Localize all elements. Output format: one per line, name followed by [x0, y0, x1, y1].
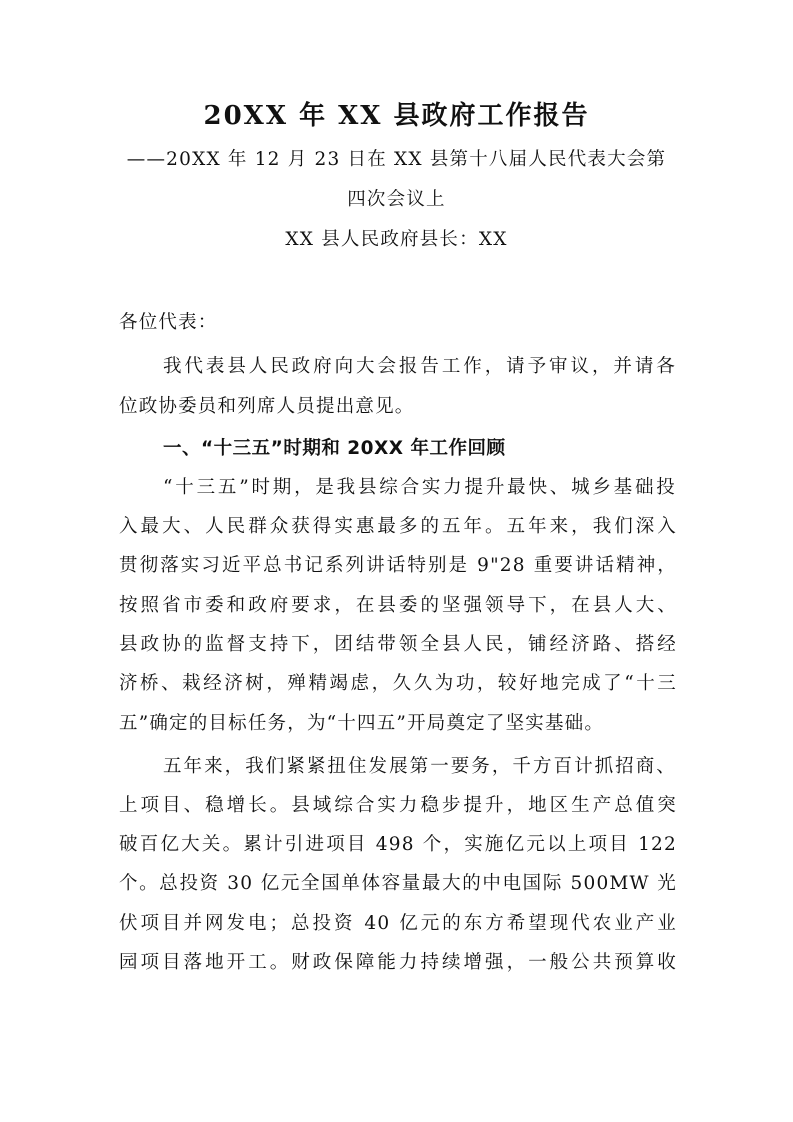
paragraph-line: 按照省市委和政府要求，在县委的坚强领导下，在县人大、 — [119, 595, 677, 616]
paragraph-line: 济桥、栽经济树，殚精竭虑，久久为功，较好地完成了“十三 — [119, 673, 677, 694]
paragraph-line: 破百亿大关。累计引进项目 498 个，实施亿元以上项目 122 — [119, 834, 677, 855]
paragraph-line: 伏项目并网发电；总投资 40 亿元的东方希望现代农业产业 — [119, 913, 677, 934]
paragraph-line: 个。总投资 30 亿元全国单体容量最大的中电国际 500MW 光 — [119, 873, 677, 894]
paragraph-line: 上项目、稳增长。县域综合实力稳步提升，地区生产总值突 — [119, 795, 677, 816]
section-heading: 一、“十三五”时期和 20XX 年工作回顾 — [163, 438, 506, 459]
intro-line: 位政协委员和列席人员提出意见。 — [119, 396, 415, 417]
subtitle-line-2: 四次会议上 — [347, 189, 446, 210]
paragraph-line: 五”确定的目标任务，为“十四五”开局奠定了坚实基础。 — [119, 713, 605, 734]
paragraph-line: 园项目落地开工。财政保障能力持续增强，一般公共预算收 — [119, 952, 677, 973]
paragraph-line: 五年来，我们紧紧扭住发展第一要务，千方百计抓招商、 — [163, 756, 676, 777]
intro-line: 我代表县人民政府向大会报告工作，请予审议，并请各 — [163, 356, 676, 377]
paragraph-line: “十三五”时期，是我县综合实力提升最快、城乡基础投 — [163, 477, 676, 498]
author-line: XX 县人民政府县长：XX — [285, 229, 508, 250]
paragraph-line: 贯彻落实习近平总书记系列讲话特别是 9"28 重要讲话精神， — [119, 555, 677, 576]
paragraph-line: 县政协的监督支持下，团结带领全县人民，铺经济路、搭经 — [119, 634, 677, 655]
salutation: 各位代表： — [119, 312, 218, 333]
paragraph-line: 入最大、人民群众获得实惠最多的五年。五年来，我们深入 — [119, 516, 677, 537]
subtitle-line-1: ——20XX 年 12 月 23 日在 XX 县第十八届人民代表大会第 — [126, 149, 667, 170]
document-title: 20XX 年 XX 县政府工作报告 — [203, 101, 590, 131]
